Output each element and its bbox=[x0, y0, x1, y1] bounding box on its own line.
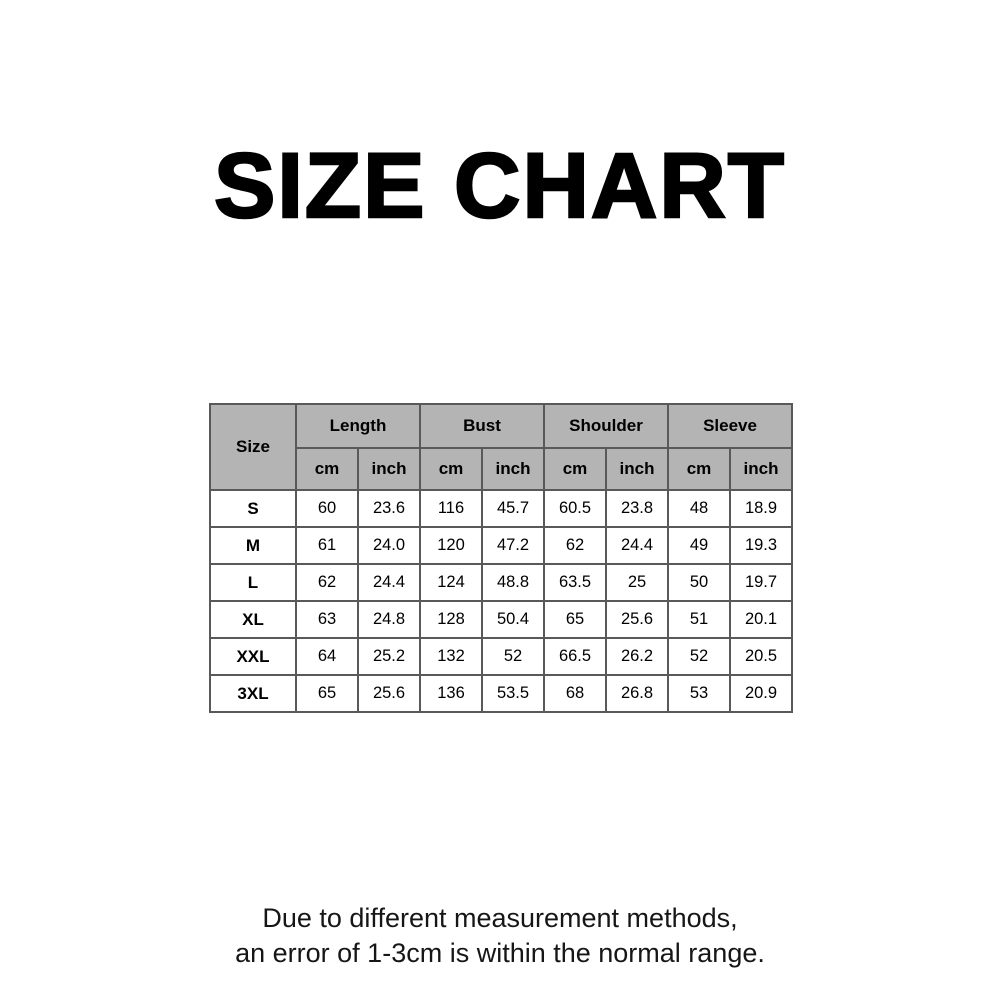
header-shoulder: Shoulder bbox=[544, 404, 668, 448]
value-cell: 23.6 bbox=[358, 490, 420, 527]
header-unit-row bbox=[210, 448, 792, 490]
value-cell: 53.5 bbox=[482, 675, 544, 712]
value-cell: 19.7 bbox=[730, 564, 792, 601]
value-cell: 128 bbox=[420, 601, 482, 638]
table-row bbox=[210, 527, 792, 564]
table-row bbox=[210, 564, 792, 601]
header-bust: Bust bbox=[420, 404, 544, 448]
value-cell: 64 bbox=[296, 638, 358, 675]
value-cell: 48.8 bbox=[482, 564, 544, 601]
header-group-row bbox=[210, 404, 792, 448]
size-cell: 3XL bbox=[210, 675, 296, 712]
value-cell: 25 bbox=[606, 564, 668, 601]
size-cell: XXL bbox=[210, 638, 296, 675]
value-cell: 51 bbox=[668, 601, 730, 638]
header-sleeve-inch: inch bbox=[730, 448, 792, 490]
value-cell: 60.5 bbox=[544, 490, 606, 527]
table-row bbox=[210, 490, 792, 527]
value-cell: 62 bbox=[544, 527, 606, 564]
size-cell: S bbox=[210, 490, 296, 527]
value-cell: 61 bbox=[296, 527, 358, 564]
table-row bbox=[210, 675, 792, 712]
header-length: Length bbox=[296, 404, 420, 448]
value-cell: 68 bbox=[544, 675, 606, 712]
page-title: SIZE CHART bbox=[214, 135, 786, 237]
value-cell: 52 bbox=[668, 638, 730, 675]
value-cell: 20.9 bbox=[730, 675, 792, 712]
size-cell: M bbox=[210, 527, 296, 564]
value-cell: 60 bbox=[296, 490, 358, 527]
value-cell: 24.4 bbox=[606, 527, 668, 564]
value-cell: 116 bbox=[420, 490, 482, 527]
value-cell: 63.5 bbox=[544, 564, 606, 601]
value-cell: 24.0 bbox=[358, 527, 420, 564]
value-cell: 24.4 bbox=[358, 564, 420, 601]
value-cell: 49 bbox=[668, 527, 730, 564]
header-size: Size bbox=[210, 404, 296, 490]
header-sleeve: Sleeve bbox=[668, 404, 792, 448]
footer-line-2: an error of 1-3cm is within the normal range. bbox=[235, 938, 765, 968]
value-cell: 120 bbox=[420, 527, 482, 564]
value-cell: 132 bbox=[420, 638, 482, 675]
size-table-body bbox=[210, 490, 792, 712]
value-cell: 25.6 bbox=[358, 675, 420, 712]
value-cell: 136 bbox=[420, 675, 482, 712]
value-cell: 19.3 bbox=[730, 527, 792, 564]
value-cell: 20.5 bbox=[730, 638, 792, 675]
value-cell: 63 bbox=[296, 601, 358, 638]
value-cell: 62 bbox=[296, 564, 358, 601]
header-length-inch: inch bbox=[358, 448, 420, 490]
value-cell: 50.4 bbox=[482, 601, 544, 638]
value-cell: 45.7 bbox=[482, 490, 544, 527]
size-cell: XL bbox=[210, 601, 296, 638]
header-shoulder-cm: cm bbox=[544, 448, 606, 490]
value-cell: 20.1 bbox=[730, 601, 792, 638]
header-bust-inch: inch bbox=[482, 448, 544, 490]
table-row bbox=[210, 638, 792, 675]
header-bust-cm: cm bbox=[420, 448, 482, 490]
value-cell: 26.8 bbox=[606, 675, 668, 712]
value-cell: 65 bbox=[296, 675, 358, 712]
table-row bbox=[210, 601, 792, 638]
value-cell: 50 bbox=[668, 564, 730, 601]
value-cell: 124 bbox=[420, 564, 482, 601]
value-cell: 47.2 bbox=[482, 527, 544, 564]
value-cell: 65 bbox=[544, 601, 606, 638]
value-cell: 18.9 bbox=[730, 490, 792, 527]
value-cell: 52 bbox=[482, 638, 544, 675]
header-length-cm: cm bbox=[296, 448, 358, 490]
header-shoulder-inch: inch bbox=[606, 448, 668, 490]
footer-line-1: Due to different measurement methods, bbox=[262, 903, 738, 933]
value-cell: 25.6 bbox=[606, 601, 668, 638]
value-cell: 25.2 bbox=[358, 638, 420, 675]
value-cell: 66.5 bbox=[544, 638, 606, 675]
footer-note bbox=[0, 901, 1000, 971]
header-sleeve-cm: cm bbox=[668, 448, 730, 490]
value-cell: 26.2 bbox=[606, 638, 668, 675]
value-cell: 48 bbox=[668, 490, 730, 527]
size-table-header bbox=[210, 404, 792, 490]
value-cell: 23.8 bbox=[606, 490, 668, 527]
value-cell: 53 bbox=[668, 675, 730, 712]
size-cell: L bbox=[210, 564, 296, 601]
value-cell: 24.8 bbox=[358, 601, 420, 638]
size-table bbox=[209, 403, 793, 713]
